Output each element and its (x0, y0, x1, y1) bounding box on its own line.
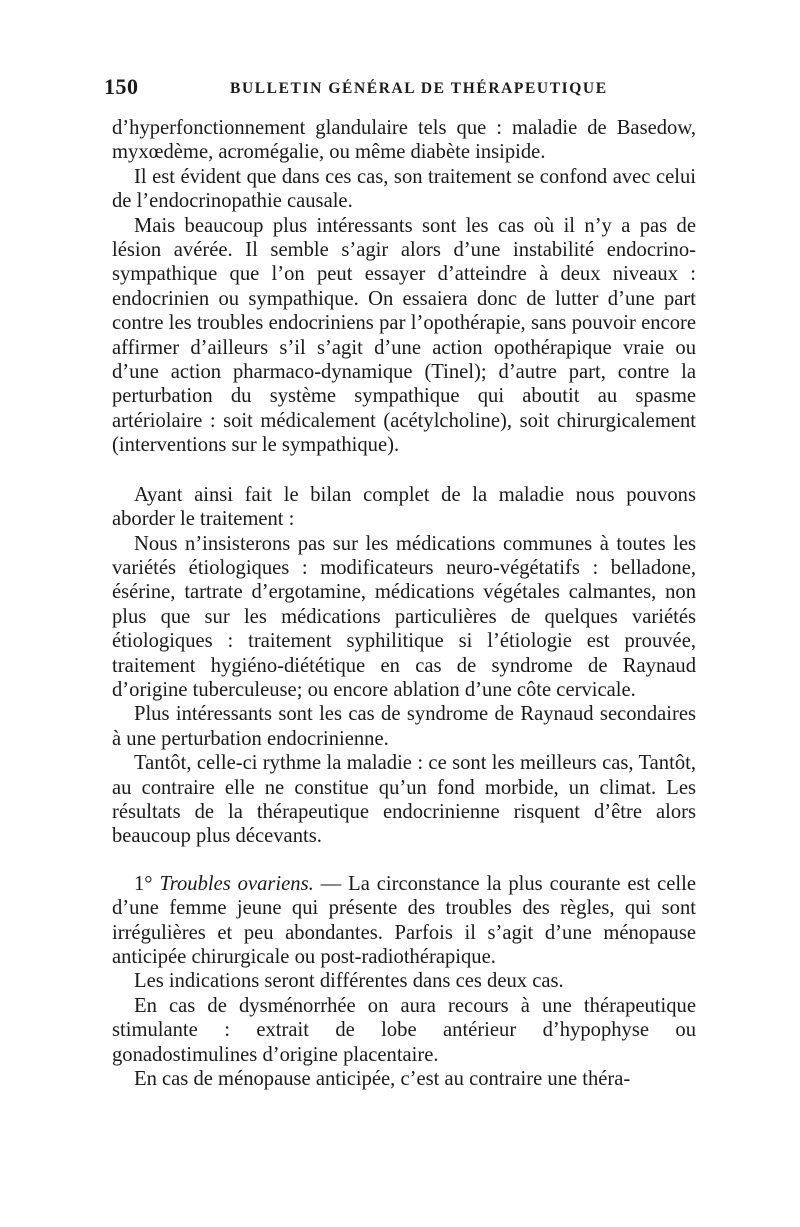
paragraph-menopause: En cas de ménopause anticipée, c’est au contraire une théra- (134, 1068, 631, 1091)
paragraph-raynaud: Plus intéressants sont les cas de syndrome de Raynaud secondaires à une perturbation endocrinienne. (112, 703, 696, 750)
paragraph-tantot: Tantôt, celle-ci rythme la maladie : ce sont les meilleurs cas, Tantôt, au contraire elle ne constitue qu’un fond morbide, un climat. Les résultats de la thérapeutique endocrinienne risquent d’être alors beaucoup plus décevants. (112, 752, 696, 848)
spacer (112, 458, 696, 483)
paragraph-dysmenorrhee: En cas de dysménorrhée on aura recours à une thérapeutique stimulante : extrait de lobe antérieur d’hypophyse ou gonadostimulines d’origine placentaire. (112, 994, 696, 1066)
paragraph-troubles-ovariens (112, 872, 696, 970)
paragraph-instabilite: Mais beaucoup plus intéressants sont les cas où il n’y a pas de lésion avérée. Il semble s’agir alors d’une instabilité endocrino-sympathique que l’on peut essayer d’atteindre à deux niveaux : endocrinien ou sympathique. On essaiera donc de lutter d’une part contre les troubles endocriniens par l’opothérapie, sans pouvoir encore affirmer d’ailleurs s’il s’agit d’une action opothérapique vraie ou d’une action pharmaco-dynamique (Tinel); d’autre part, contre la perturbation du système sympathique qui aboutit au spasme artériolaire : soit médicalement (acétylcholine), soit chirurgicalement (interventions sur le sympathique). (112, 214, 696, 457)
section-text: — La circonstance la plus courante est celle d’une femme jeune qui présente des troubles des règles, qui sont irrégulières et peu abondantes. Parfois il s’agit d’une ménopause anticipée chirurgicale ou post-radiothérapique. (112, 872, 696, 968)
paragraph-basedow: d’hyperfonctionnement glandulaire tels que : maladie de Basedow, myxœdème, acromégalie, ou même diabète insipide. (112, 117, 696, 164)
spacer (112, 849, 696, 872)
section-number: 1° (134, 872, 160, 895)
paragraph-medications: Nous n’insisterons pas sur les médications communes à toutes les variétés étiologiques : modificateurs neuro-végétatifs : belladone, ésérine, tartrate d’ergotamine, médications végétales calmantes, non plus que sur les médications particulières de quelques variétés étiologiques : traitement syphilitique si l’étiologie est prouvée, traitement hygiéno-diététique en cas de syndrome de Raynaud d’origine tuberculeuse; ou encore ablation d’une côte cervicale. (112, 532, 696, 701)
document-page (104, 74, 696, 1091)
running-title: BULLETIN GÉNÉRAL DE THÉRAPEUTIQUE (230, 80, 608, 97)
page-header (104, 74, 696, 108)
page-number: 150 (104, 74, 139, 99)
paragraph-bilan: Ayant ainsi fait le bilan complet de la maladie nous pouvons aborder le traitement : (112, 483, 696, 531)
paragraph-indications: Les indications seront différentes dans ces deux cas. (134, 970, 564, 993)
paragraph-endocrinopathie: Il est évident que dans ces cas, son traitement se confond avec celui de l’endocrinopathie causale. (112, 165, 696, 213)
section-title: Troubles ovariens. (159, 872, 314, 895)
